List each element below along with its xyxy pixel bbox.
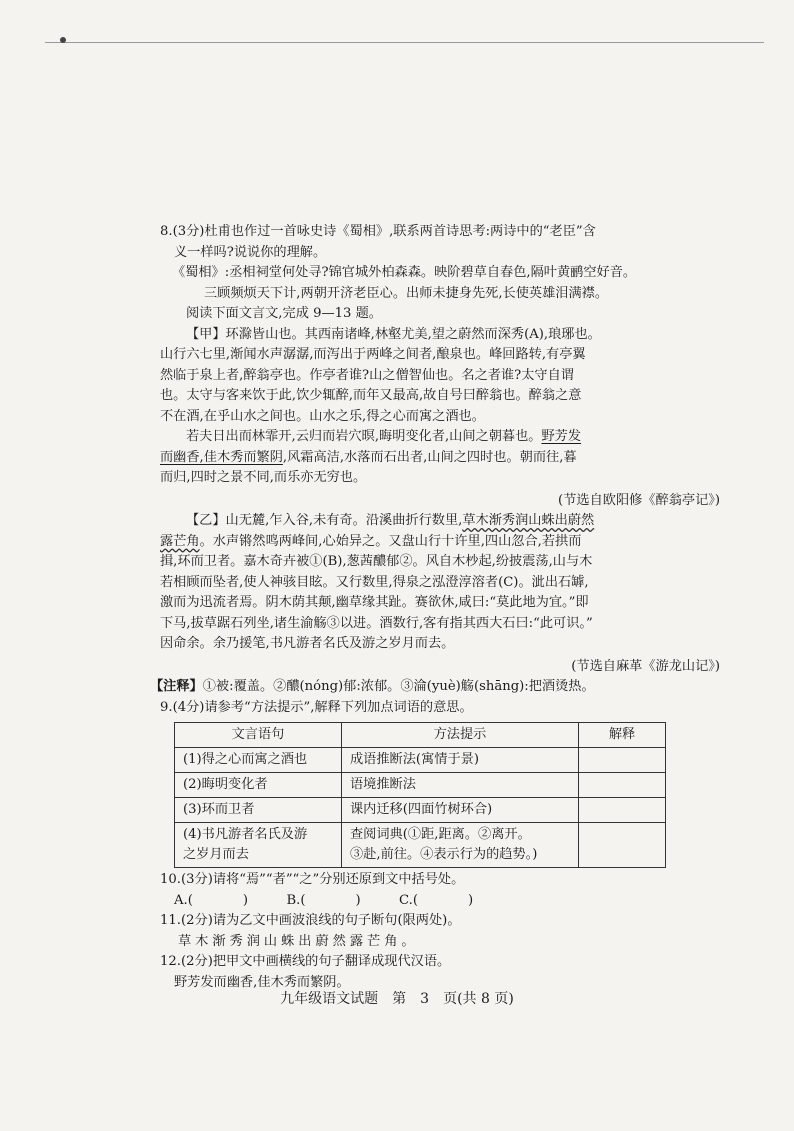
q10-c-close: )	[468, 892, 474, 908]
q11-sentence: 草木渐秀润山蛛出蔚然露芒角。	[178, 933, 419, 949]
q10-a-close: )	[242, 892, 249, 908]
yi-line5: 激而为迅流者焉。阴木荫其颠,幽草缘其趾。赛欲休,咸曰:“莫此地为宜。”即	[160, 595, 589, 610]
jia-line3: 然临于泉上者,醉翁亭也。作亭者谁?山之僧智仙也。名之者谁?太守自谓	[160, 367, 574, 383]
row4-hint-l2: ③赴,前往。④表示行为的趋势。)	[350, 847, 538, 862]
row4-hint	[342, 823, 579, 868]
jia-line4: 也。太守与客来饮于此,饮少辄醉,而年又最高,故自号曰醉翁也。醉翁之意	[160, 388, 582, 403]
q10-c: C.(	[399, 892, 418, 908]
q8-poem-line1: 《蜀相》:丞相祠堂何处寻?锦官城外柏森森。映阶碧草自春色,隔叶黄鹂空好音。	[172, 265, 637, 280]
row4-hint-l1: 查阅词典(①距,距离。②离开。	[350, 827, 531, 842]
jia-line6-text: 若夫日出而林霏开,云归而岩穴暝,晦明变化者,山间之朝暮也。	[186, 429, 542, 444]
method-table	[174, 722, 666, 868]
q12-sentence: 野芳发而幽香,佳木秀而繁阴。	[174, 974, 350, 990]
q9-title: 9.(4分)请参考“方法提示”,解释下列加点词语的意思。	[160, 699, 473, 715]
jia-line2: 山行六七里,渐闻水声潺潺,而泻出于两峰之间者,酿泉也。峰回路转,有亭翼	[160, 347, 586, 362]
row1-sentence: (1)得之心而寓之酒也	[175, 748, 342, 773]
q12-title: 12.(2分)把甲文中画横线的句子翻译成现代汉语。	[160, 954, 451, 969]
row1-answer[interactable]	[579, 748, 666, 773]
table-row	[175, 773, 666, 798]
yi-wavy-start: 草木渐秀润山蛛出蔚然	[462, 513, 595, 528]
table-row	[175, 748, 666, 773]
row3-answer[interactable]	[579, 798, 666, 823]
yi-wavy-end: 露芒角	[160, 533, 200, 549]
row2-sentence: (2)晦明变化者	[175, 773, 342, 798]
row3-hint: 课内迁移(四面竹树环合)	[342, 798, 579, 823]
yi-line2-text: 。水声锵然鸣两峰间,心始异之。又盘山行十许里,四山忽合,若拱而	[199, 533, 582, 549]
q8-line1: 8.(3分)杜甫也作过一首咏史诗《蜀相》,联系两首诗思考:两诗中的“老臣”含	[160, 224, 596, 239]
q8-line2: 义一样吗?说说你的理解。	[174, 244, 327, 260]
top-rule	[45, 42, 764, 43]
yi-line6: 下马,拔草踞石列坐,诸生渝觞③以进。酒数行,客有指其西大石曰:“此可识。”	[160, 615, 593, 631]
yi-line3: 揖,环而卫者。嘉木奇卉被①(B),葱茜醲郁②。风自木杪起,纷披震荡,山与木	[160, 554, 593, 569]
row2-answer[interactable]	[579, 773, 666, 798]
row3-sentence: (3)环而卫者	[175, 798, 342, 823]
header-hint: 方法提示	[342, 723, 579, 748]
q10-title: 10.(3分)请将“焉”“者”“之”分别还原到文中括号处。	[160, 872, 465, 887]
yi-line7: 因命余。余乃援笔,书凡游者名氏及游之岁月而去。	[160, 636, 455, 651]
notes-text: ①被:覆盖。②醲(nóng)郁:浓郁。③淪(yuè)觞(shāng):把酒烫热。	[202, 679, 595, 694]
yi-line2	[160, 532, 720, 553]
row4-sentence-l1: (4)书凡游者名氏及游	[183, 827, 308, 842]
header-answer: 解释	[579, 723, 666, 748]
jia-line8: 而归,四时之景不同,而乐亦无穷也。	[160, 470, 367, 485]
jia-line5: 不在酒,在乎山水之间也。山水之乐,得之心而寓之酒也。	[160, 408, 485, 424]
row4-sentence	[175, 823, 342, 868]
table-row	[175, 823, 666, 868]
notes-label: 【注释】	[150, 679, 203, 694]
q10-b: B.(	[286, 892, 306, 908]
jia-line1: 【甲】环滁皆山也。其西南诸峰,林壑尤美,望之蔚然而深秀(A),琅琊也。	[186, 326, 601, 342]
q10-options	[160, 891, 720, 912]
reading-intro: 阅读下面文言文,完成 9—13 题。	[186, 306, 382, 321]
table-row	[175, 798, 666, 823]
yi-line4: 若相顾而坠者,使人神骇目眩。又行数里,得泉之泓澄淳溶者(C)。泚出石罅,	[160, 574, 589, 590]
jia-line6	[160, 427, 720, 448]
table-header-row	[175, 723, 666, 748]
q10-a: A.(	[174, 892, 193, 908]
q10-b-close: )	[355, 892, 361, 908]
row2-hint: 语境推断法	[342, 773, 579, 798]
scan-mark	[60, 37, 66, 43]
jia-source: (节选自欧阳修《醉翁亭记》)	[558, 492, 720, 508]
q11-title: 11.(2分)请为乙文中画波浪线的句子断句(限两处)。	[160, 913, 461, 928]
exam-content	[150, 222, 720, 993]
jia-underlined-end: 而幽香,佳木秀而繁阴	[160, 449, 283, 465]
yi-line1	[160, 511, 720, 532]
jia-line7-text: ,风霜高洁,水落而石出者,山间之四时也。朝而往,暮	[282, 449, 577, 465]
yi-line1-text: 【乙】山无麓,乍入谷,未有奇。沿溪曲折行数里,	[186, 513, 463, 528]
page-footer: 九年级语文试题 第 3 页(共 8 页)	[280, 991, 514, 1007]
notes	[150, 677, 720, 698]
row1-hint: 成语推断法(寓情于景)	[342, 748, 579, 773]
yi-source: (节选自麻革《游龙山记》)	[571, 658, 720, 674]
row4-sentence-l2: 之岁月而去	[183, 847, 249, 862]
header-sentence: 文言语句	[175, 723, 342, 748]
jia-underlined-start: 野芳发	[541, 429, 582, 444]
jia-line7	[160, 448, 720, 469]
q8-poem-line2: 三顾频烦天下计,两朝开济老臣心。出师未捷身先死,长使英雄泪满襟。	[204, 285, 609, 301]
row4-answer[interactable]	[579, 823, 666, 868]
